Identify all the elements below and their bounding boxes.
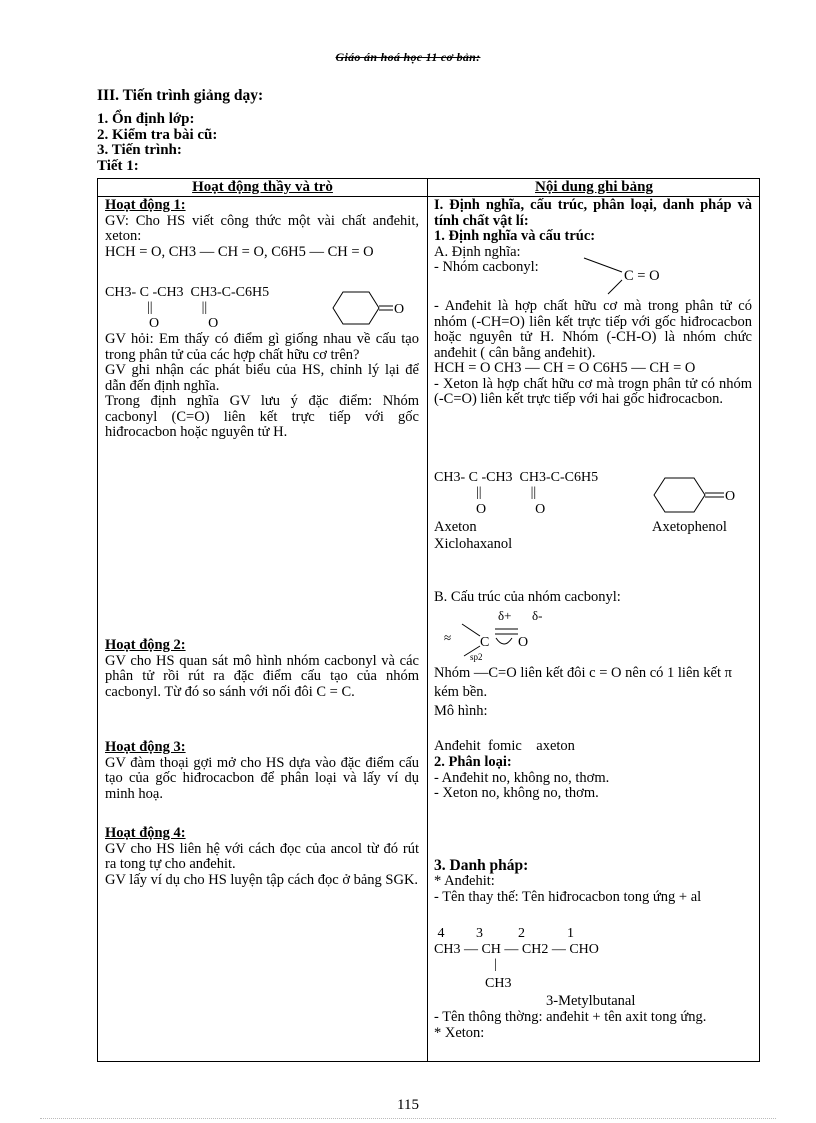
- aldehyde-ketone-definitions: [434, 299, 752, 408]
- carbonyl-carbon-atom: C: [480, 635, 490, 650]
- activity-1-structure-line3: O O: [149, 316, 219, 331]
- cyclohexanone-oxygen-right: O: [725, 489, 736, 504]
- common-name-rule: - Tên thông thờng: anđehit + tên axit tong ứng.: [434, 1009, 707, 1025]
- sp2-label: sp2: [470, 652, 483, 662]
- carbon-numbering: 4 3 2 1: [434, 926, 574, 941]
- example-carbon-chain: CH3 — CH — CH2 — CHO: [434, 942, 599, 957]
- delta-minus-label: δ-: [532, 608, 543, 623]
- aldehyde-definition: - Anđehit là hợp chất hữu cơ mà trong phân tử có nhóm (-CH=O) liên kết trực tiếp với gốc hiđrocacbon hoặc nguyên tử H. Nhóm (-CH-O) là nhóm chức anđehit ( cân bằng anđehit).: [434, 298, 752, 361]
- model-label: Mô hình:: [434, 703, 488, 719]
- activity-1-instruction: GV: Cho HS viết công thức một vài chất anđehit, xeton:: [105, 212, 419, 244]
- name-axetophenol: Axetophenol: [652, 519, 727, 535]
- activity-4-title: Hoạt động 4:: [105, 825, 186, 841]
- plan-item-2: 2. Kiểm tra bài cũ:: [97, 126, 218, 143]
- table-header-board-content: Nội dung ghi bảng: [535, 179, 653, 195]
- plan-lesson: Tiết 1:: [97, 157, 139, 174]
- nomenclature-section: [434, 858, 752, 906]
- section-1-title: I. Định nghĩa, cấu trúc, phân loại, danh pháp và tính chất vật lí:: [434, 197, 752, 229]
- cyclohexanone-structure-right: [648, 474, 743, 516]
- activity-1-structure-line2: || ||: [147, 300, 208, 315]
- ketone-structure-line3: O O: [476, 502, 546, 517]
- section-heading: III. Tiến trình giảng dạy:: [97, 87, 264, 104]
- subsection-2-title: 2. Phân loại:: [434, 754, 512, 770]
- name-axeton: Axeton: [434, 519, 477, 535]
- activity-2-block: [105, 638, 419, 700]
- ketone-structure-line1: CH3- C -CH3 CH3-C-C6H5: [434, 470, 599, 485]
- aldehyde-classes: - Anđehit no, không no, thơm.: [434, 769, 610, 786]
- activity-1-note: GV ghi nhận các phát biểu của HS, chỉnh lý lại để dẫn đến định nghĩa.: [105, 362, 419, 394]
- ketone-structure-line2: || ||: [476, 485, 537, 500]
- document-header-title: Giáo án hoá học 11 cơ bản:: [335, 50, 481, 64]
- activity-3-text: GV đàm thoại gợi mở cho HS dựa vào đặc điểm cấu tạo của gốc hiđrocacbon để phân loại và lấy ví dụ minh hoạ.: [105, 754, 419, 802]
- activity-3-block: [105, 740, 419, 802]
- model-names: Anđehit fomic axeton: [434, 738, 575, 754]
- subsection-1-title: 1. Định nghĩa và cấu trúc:: [434, 228, 596, 244]
- aldehyde-examples: HCH = O CH3 — CH = O C6H5 — CH = O: [434, 360, 696, 376]
- carbonyl-structure-label: B. Cấu trúc của nhóm cacbonyl:: [434, 589, 621, 605]
- activity-2-title: Hoạt động 2:: [105, 637, 186, 653]
- carbonyl-bond-description: Nhóm —C=O liên kết đôi c = O nên có 1 liên kết π kém bền.: [434, 665, 732, 700]
- table-header-activities: Hoạt động thầy và trò: [192, 179, 333, 195]
- activity-4-text-1: GV cho HS liên hệ với cách đọc của ancol từ đó rút ra tong tự cho anđehit.: [105, 840, 419, 872]
- name-xiclohaxanol: Xiclohaxanol: [434, 536, 513, 552]
- lesson-plan-list: [97, 112, 217, 174]
- plan-item-3: 3. Tiến trình:: [97, 142, 182, 158]
- activity-1-definition-note: Trong định nghĩa GV lưu ý đặc điểm: Nhóm cacbonyl (C=O) liên kết trực tiếp với gốc hiđrocacbon hoặc nguyên tử H.: [105, 393, 419, 440]
- branch-methyl: CH3: [485, 976, 512, 991]
- branch-bond: |: [494, 957, 497, 972]
- delta-plus-label: δ+: [498, 608, 512, 623]
- aldehyde-star-label: * Anđehit:: [434, 872, 495, 889]
- cyclohexanone-structure-left: [325, 288, 410, 328]
- carbonyl-group-structure: [580, 256, 700, 296]
- ketone-definition: - Xeton là hợp chất hữu cơ mà trogn phân tử có nhóm (-C=O) liên kết trực tiếp với hai gốc hiđrocacbon.: [434, 375, 752, 407]
- carbonyl-polarity-diagram: [440, 604, 560, 662]
- footer-dotted-rule: [40, 1118, 776, 1119]
- definition-label: A. Định nghĩa:: [434, 243, 521, 260]
- carbonyl-formula: C = O: [624, 268, 660, 284]
- activity-4-text-2: GV lấy ví dụ cho HS luyện tập cách đọc ở bảng SGK.: [105, 871, 419, 888]
- activity-1-question: GV hỏi: Em thấy có điểm gì giống nhau về cấu tạo trong phân tử của các hợp chất hữu cơ trên?: [105, 331, 419, 363]
- common-name-section: [434, 1010, 752, 1041]
- subsection-3-title: 3. Danh pháp:: [434, 857, 529, 874]
- page-number: 115: [397, 1097, 419, 1113]
- approx-symbol: ≈: [444, 630, 452, 645]
- activity-1-discussion: [105, 332, 419, 441]
- activity-3-title: Hoạt động 3:: [105, 739, 186, 755]
- cyclohexanone-oxygen-left: O: [394, 302, 405, 317]
- activity-1-block: [105, 198, 419, 260]
- carbonyl-label: - Nhóm cacbonyl:: [434, 259, 539, 275]
- carbonyl-oxygen-atom: O: [518, 635, 529, 650]
- example-compound-name: 3-Metylbutanal: [546, 993, 636, 1009]
- ketone-classes: - Xeton no, không no, thơm.: [434, 785, 599, 801]
- classification-section: [434, 755, 752, 802]
- activity-1-formula-list: HCH = O, CH3 — CH = O, C6H5 — CH = O: [105, 243, 374, 260]
- activity-1-title: Hoạt động 1:: [105, 197, 186, 213]
- activity-2-text: GV cho HS quan sát mô hình nhóm cacbonyl và các phân tử rồi rút ra đặc điểm cấu tạo của nhóm cacbonyl. Từ đó so sánh với nối đôi C = C.: [105, 652, 419, 700]
- ketone-star-label: * Xeton:: [434, 1024, 485, 1041]
- plan-item-1: 1. Ổn định lớp:: [97, 111, 195, 127]
- activity-1-structure-line1: CH3- C -CH3 CH3-C-C6H5: [105, 285, 270, 300]
- activity-4-block: [105, 826, 419, 888]
- table-column-divider: [427, 178, 428, 1062]
- substitution-name-rule: - Tên thay thế: Tên hiđrocacbon tong ứng + al: [434, 889, 702, 905]
